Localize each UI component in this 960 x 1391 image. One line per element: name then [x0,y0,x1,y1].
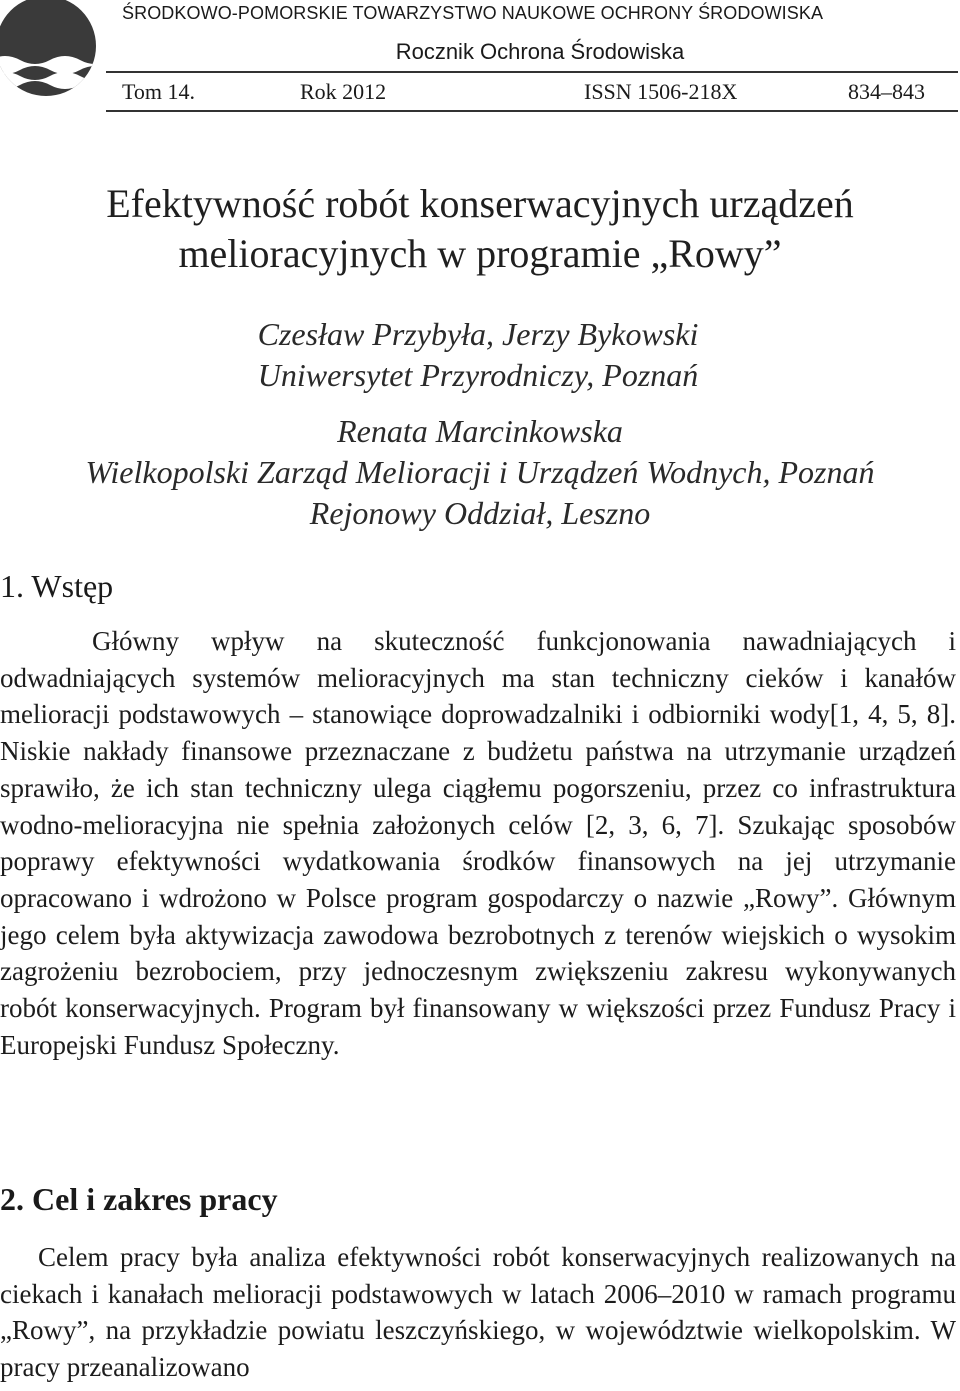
journal-name: Rocznik Ochrona Środowiska [395,39,685,64]
section-heading-introduction: 1. Wstęp [0,568,114,604]
author-affiliation-2-line-2: Rejonowy Oddział, Leszno [309,495,651,531]
volume-label: Tom 14. [122,79,196,104]
page-range-label: 834–843 [848,79,925,104]
section-paragraph-introduction: Główny wpływ na skuteczność funkcjonowania nawadniających i odwadniających systemów melioracyjnych ma stan techniczny cieków i kanałów melioracji podstawowych – stanowiące doprowadzalniki i odbiorniki wody[1, 4, 5, 8]. Niskie nakłady finansowe przeznaczane z budżetu państwa na utrzymanie urządzeń sprawiło, że ich stan techniczny ulega ciągłemu pogorszeniu, przez co infrastruktura wodno-melioracyjna nie spełnia założonych celów [2, 3, 6, 7]. Szukając sposobów poprawy efektywności wydatkowania środków finansowych na jej utrzymanie opracowano i wdrożono w Polsce program gospodarczy o nazwie „Rowy”. Głównym jego celem była aktywizacja zawodowa bezrobotnych z terenów wiejskich o wysokim zagrożeniu bezrobociem, przy jednoczesnym zwiększeniu zakresu wykonywanych robót konserwacyjnych. Program był finansowany w większości przez Fundusz Pracy i Europejski Fundusz Społeczny. [0,626,956,1060]
author-affiliation-2-line-1: Wielkopolski Zarząd Melioracji i Urządzeń Wodnych, Poznań [85,454,875,490]
header-rule-bottom [106,110,958,112]
header-rule-top [106,71,958,73]
article-title-line-2: melioracyjnych w programie „Rowy” [178,231,782,276]
section-paragraph-aim-and-scope: Celem pracy była analiza efektywności robót konserwacyjnych realizowanych na ciekach i kanałach melioracji podstawowych w latach 2006–2010 w ramach programu „Rowy”, na przykładzie powiatu leszczyńskiego, w województwie wielkopolskim. W pracy przeanalizowano [0,1242,956,1383]
author-affiliation-1: Uniwersytet Przyrodniczy, Poznań [257,357,699,393]
author-names-1: Czesław Przybyła, Jerzy Bykowski [257,316,699,352]
author-name-2: Renata Marcinkowska [337,413,623,449]
society-name: ŚRODKOWO-POMORSKIE TOWARZYSTWO NAUKOWE OCHRONY ŚRODOWISKA [122,3,824,23]
year-label: Rok 2012 [300,79,387,104]
issn-label: ISSN 1506-218X [584,79,738,104]
article-title-line-1: Efektywność robót konserwacyjnych urządzeń [106,181,854,226]
section-heading-aim-and-scope: 2. Cel i zakres pracy [0,1181,278,1217]
